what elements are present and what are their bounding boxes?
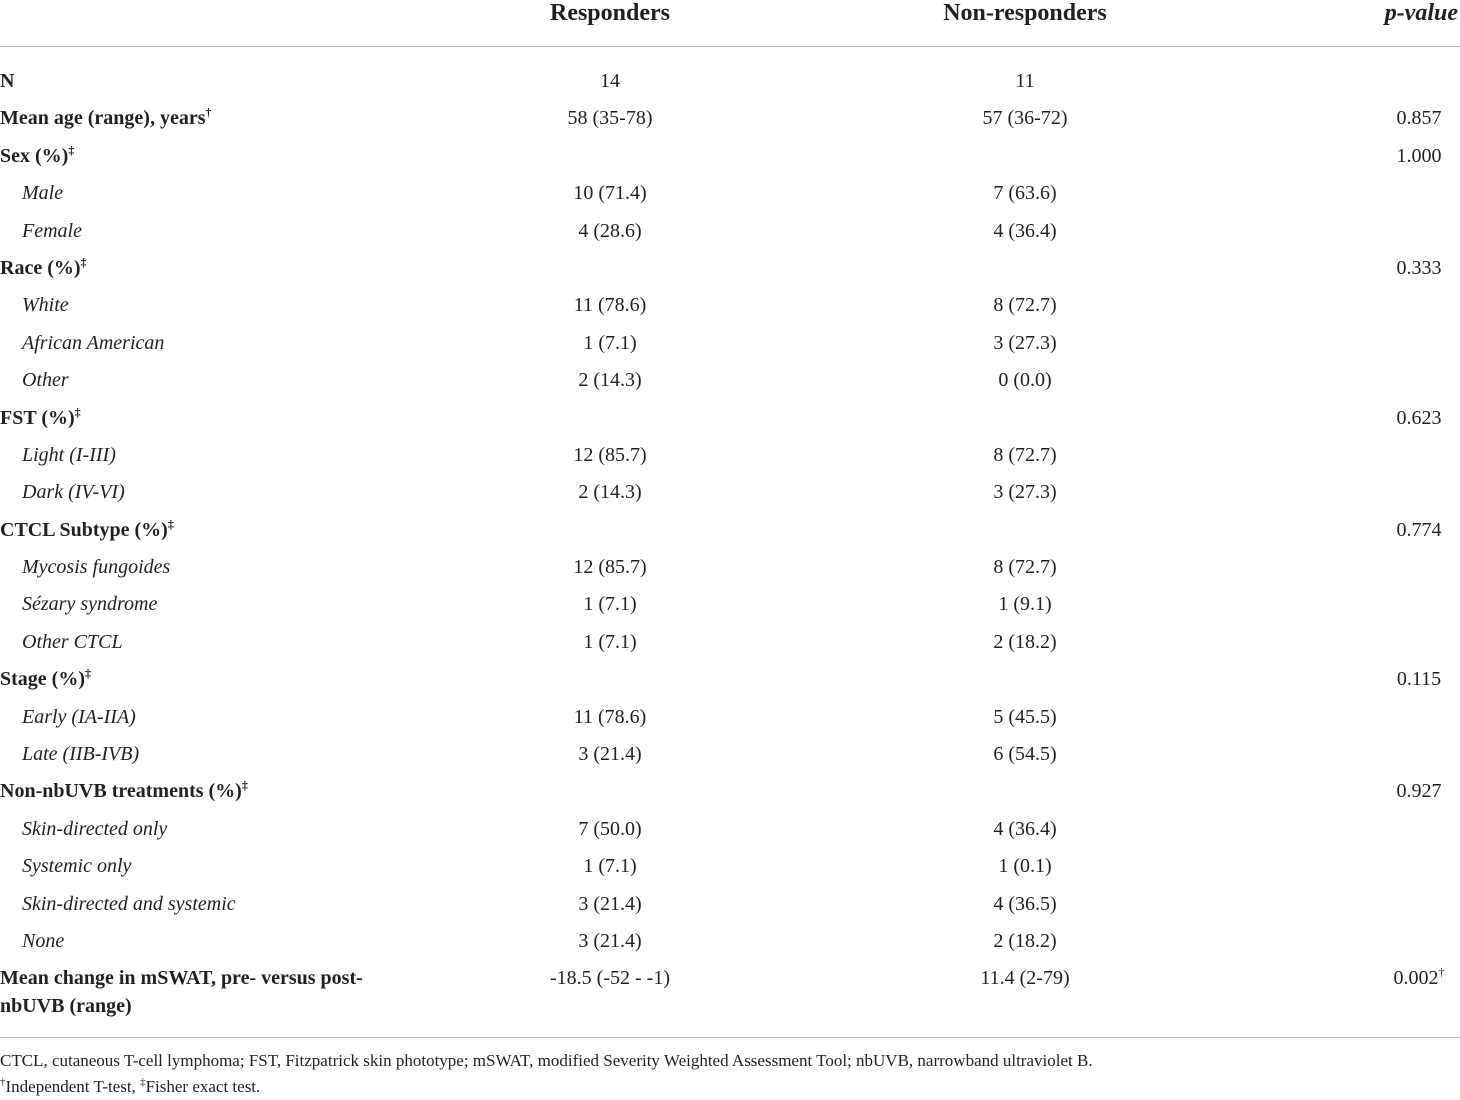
cell-p-value <box>1360 665 1460 693</box>
footnote-mark: ‡ <box>74 404 81 419</box>
column-header-p-value: p-value <box>1384 0 1458 26</box>
cell-p-value <box>1360 254 1460 282</box>
footnote-tests <box>0 1074 1460 1100</box>
footnote-fisher: Fisher exact test. <box>145 1077 261 1096</box>
p-value-text: 0.623 <box>1396 406 1442 429</box>
table-row <box>0 886 1460 923</box>
cell-responders: 2 (14.3) <box>578 369 642 392</box>
table-row <box>0 250 1460 287</box>
cell-responders: 7 (50.0) <box>578 817 642 840</box>
cell-non-responders: 4 (36.4) <box>993 219 1057 242</box>
double-dagger-mark: ‡ <box>140 1076 146 1088</box>
table-row <box>0 923 1460 960</box>
table-row <box>0 848 1460 885</box>
row-label <box>22 366 69 394</box>
row-label <box>22 815 167 843</box>
cell-non-responders: 8 (72.7) <box>993 443 1057 466</box>
cell-p-value <box>1360 964 1460 992</box>
cell-responders: 14 <box>600 70 620 92</box>
table-row <box>0 811 1460 848</box>
cell-non-responders: 7 (63.6) <box>993 182 1057 205</box>
p-value-text: 0.927 <box>1396 780 1442 803</box>
row-label <box>22 890 236 918</box>
p-value-text: 0.333 <box>1396 256 1442 279</box>
footnote-mark: † <box>205 105 212 120</box>
cell-non-responders: 57 (36-72) <box>982 107 1068 130</box>
row-label-text: None <box>22 929 65 952</box>
cell-p-value <box>1360 142 1460 170</box>
table-body <box>0 47 1460 1020</box>
row-label <box>0 404 81 432</box>
row-label-text: Mean age (range), years <box>0 107 206 130</box>
row-label <box>0 964 400 1020</box>
row-label <box>22 553 170 581</box>
cell-non-responders: 4 (36.4) <box>993 817 1057 840</box>
cell-non-responders: 4 (36.5) <box>993 892 1057 915</box>
table-row <box>0 699 1460 736</box>
cell-non-responders: 1 (0.1) <box>998 855 1052 878</box>
table-row <box>0 213 1460 250</box>
table-row <box>0 736 1460 773</box>
row-label-text: FST (%) <box>0 406 75 429</box>
row-label-text: Mycosis fungoides <box>22 556 171 579</box>
row-label <box>0 516 174 544</box>
table-row <box>0 773 1460 810</box>
cell-responders: 1 (7.1) <box>583 593 637 616</box>
row-label-text: Female <box>22 219 82 242</box>
cell-responders: 3 (21.4) <box>578 743 642 766</box>
table-header <box>0 0 1460 47</box>
row-label <box>0 254 87 282</box>
cell-responders: 10 (71.4) <box>573 182 647 205</box>
cell-responders: 1 (7.1) <box>583 331 637 354</box>
row-label <box>0 104 212 132</box>
cell-responders: 3 (21.4) <box>578 892 642 915</box>
cell-non-responders: 3 (27.3) <box>993 481 1057 504</box>
cell-p-value <box>1360 104 1460 132</box>
table-row <box>0 474 1460 511</box>
row-label <box>22 927 64 955</box>
cell-non-responders: 2 (18.2) <box>993 929 1057 952</box>
cell-non-responders: 8 (72.7) <box>993 294 1057 317</box>
footnote-mark: ‡ <box>68 142 75 157</box>
cell-responders: 1 (7.1) <box>583 630 637 653</box>
cell-responders: 3 (21.4) <box>578 929 642 952</box>
row-label-text: Late (IIB-IVB) <box>22 743 140 766</box>
row-label <box>22 590 157 618</box>
table-row <box>0 100 1460 137</box>
p-value-text: 0.115 <box>1396 668 1442 691</box>
row-label-text: Sex (%) <box>0 144 69 167</box>
cell-p-value <box>1360 404 1460 432</box>
table-row <box>0 63 1460 100</box>
row-label <box>22 217 82 245</box>
cell-non-responders: 6 (54.5) <box>993 743 1057 766</box>
cell-non-responders: 1 (9.1) <box>998 593 1052 616</box>
table-row <box>0 586 1460 623</box>
cell-responders: 12 (85.7) <box>573 556 647 579</box>
cell-non-responders: 11.4 (2-79) <box>980 967 1070 990</box>
row-label-text: Stage (%) <box>0 668 85 691</box>
row-label-text: Mean change in mSWAT, pre- versus post-nbUVB (range) <box>0 967 363 1018</box>
p-value-text: 0.002 <box>1393 967 1439 990</box>
footnote-t-test: Independent T-test, <box>5 1077 141 1096</box>
cell-responders: 11 (78.6) <box>573 294 647 317</box>
table-row <box>0 175 1460 212</box>
row-label <box>22 703 136 731</box>
cell-responders: 2 (14.3) <box>578 481 642 504</box>
row-label <box>0 665 91 693</box>
table-row <box>0 362 1460 399</box>
row-label <box>0 142 74 170</box>
table-row <box>0 512 1460 549</box>
footnote-mark: ‡ <box>241 778 248 793</box>
table-row <box>0 287 1460 324</box>
footnote-mark: ‡ <box>80 254 87 269</box>
table-row <box>0 437 1460 474</box>
p-value-text: 0.857 <box>1396 107 1442 130</box>
row-label <box>0 777 248 805</box>
table-row <box>0 325 1460 362</box>
row-label-text: Dark (IV-VI) <box>22 481 125 504</box>
cell-responders: 12 (85.7) <box>573 443 647 466</box>
p-value-text: 1.000 <box>1396 144 1442 167</box>
cell-non-responders: 11 <box>1015 70 1035 92</box>
row-label-text: Non-nbUVB treatments (%) <box>0 780 242 803</box>
table-row <box>0 138 1460 175</box>
row-label <box>0 67 14 95</box>
row-label <box>22 478 125 506</box>
cell-non-responders: 0 (0.0) <box>998 369 1052 392</box>
dagger-mark: † <box>0 1076 6 1088</box>
row-label-text: N <box>0 70 15 92</box>
row-label-text: Other CTCL <box>22 630 123 653</box>
row-label-text: Other <box>22 369 69 392</box>
row-label <box>22 179 63 207</box>
cell-non-responders: 3 (27.3) <box>993 331 1057 354</box>
row-label-text: Systemic only <box>22 855 132 878</box>
footnote-mark: ‡ <box>167 516 174 531</box>
table-row <box>0 624 1460 661</box>
row-label-text: Race (%) <box>0 256 81 279</box>
cell-p-value <box>1360 516 1460 544</box>
row-label <box>22 628 123 656</box>
p-value-text: 0.774 <box>1396 518 1442 541</box>
table-row <box>0 549 1460 586</box>
row-label-text: Skin-directed and systemic <box>22 892 236 915</box>
row-label-text: African American <box>22 331 165 354</box>
cell-non-responders: 5 (45.5) <box>993 705 1057 728</box>
cell-non-responders: 8 (72.7) <box>993 556 1057 579</box>
footnote-abbreviations: CTCL, cutaneous T-cell lymphoma; FST, Fitzpatrick skin phototype; mSWAT, modified Severity Weighted Assessment Tool; nbUVB, narrowband ultraviolet B. <box>0 1051 1093 1070</box>
row-label <box>22 852 131 880</box>
row-label-text: Skin-directed only <box>22 817 168 840</box>
cell-responders: 58 (35-78) <box>567 107 653 130</box>
column-header-responders: Responders <box>549 0 670 26</box>
row-label <box>22 740 139 768</box>
table-row <box>0 960 1460 1020</box>
row-label <box>22 329 164 357</box>
footnote-mark: † <box>1438 965 1445 980</box>
row-label-text: White <box>22 294 69 317</box>
cell-responders: 1 (7.1) <box>583 855 637 878</box>
table-row <box>0 661 1460 698</box>
row-label <box>22 291 69 319</box>
footnote-mark: ‡ <box>84 666 91 681</box>
row-label <box>22 441 116 469</box>
row-label-text: Early (IA-IIA) <box>22 705 136 728</box>
cell-responders: -18.5 (-52 - -1) <box>550 967 670 990</box>
cell-non-responders: 2 (18.2) <box>993 630 1057 653</box>
cell-p-value <box>1360 777 1460 805</box>
row-label-text: Male <box>22 182 64 205</box>
table-row <box>0 400 1460 437</box>
table-footnotes <box>0 1037 1460 1100</box>
row-label-text: Light (I-III) <box>22 443 116 466</box>
cell-responders: 11 (78.6) <box>573 705 647 728</box>
column-header-non-responders: Non-responders <box>943 0 1107 26</box>
row-label-text: Sézary syndrome <box>22 593 158 616</box>
cell-responders: 4 (28.6) <box>578 219 642 242</box>
row-label-text: CTCL Subtype (%) <box>0 518 168 541</box>
